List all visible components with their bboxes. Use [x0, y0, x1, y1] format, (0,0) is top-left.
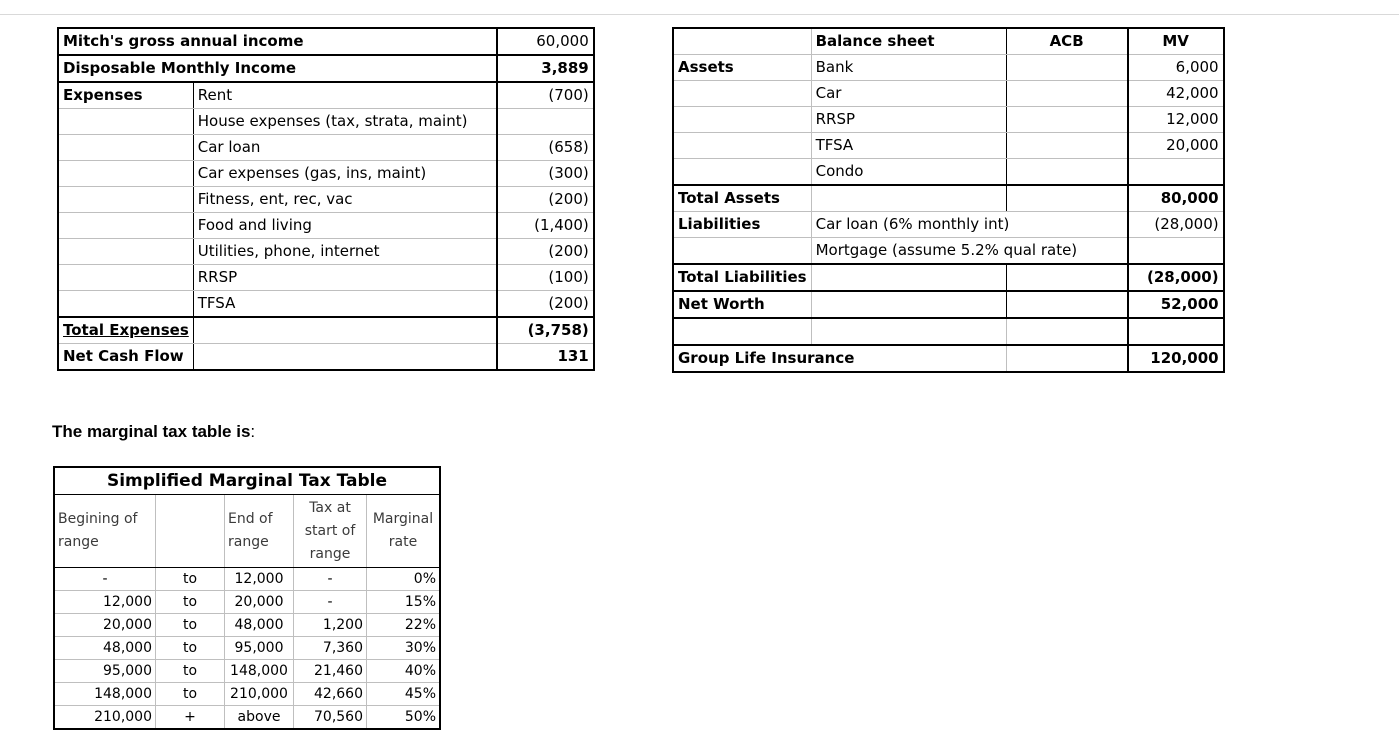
expense-value: (658) [497, 135, 594, 161]
bracket-begin: 95,000 [54, 660, 156, 683]
bracket-end: 20,000 [225, 591, 294, 614]
expense-label: Food and living [193, 213, 497, 239]
balance-sheet-header-row [673, 28, 1224, 55]
bracket-rate: 50% [367, 706, 441, 730]
tax-table-intro-colon: : [250, 422, 256, 441]
net-cash-flow-label: Net Cash Flow [58, 344, 193, 371]
liability-row [673, 238, 1224, 265]
marginal-rate-header: Marginal rate [367, 495, 441, 568]
expense-label: RRSP [193, 265, 497, 291]
expense-row [58, 213, 594, 239]
bracket-rate: 0% [367, 568, 441, 591]
disposable-income-row [58, 55, 594, 82]
expense-value: (200) [497, 239, 594, 265]
asset-value: 6,000 [1128, 55, 1224, 81]
bracket-begin: - [54, 568, 156, 591]
bracket-rate: 45% [367, 683, 441, 706]
expense-row [58, 187, 594, 213]
expense-row [58, 82, 594, 109]
total-expenses-row [58, 317, 594, 344]
bracket-begin: 48,000 [54, 637, 156, 660]
top-divider [0, 14, 1399, 15]
bracket-tax-at-start: - [294, 591, 367, 614]
expense-value: (200) [497, 291, 594, 318]
disposable-income-value: 3,889 [497, 55, 594, 82]
gross-income-row [58, 28, 594, 55]
tax-table-intro [52, 422, 255, 442]
bracket-separator: to [156, 683, 225, 706]
asset-value: 12,000 [1128, 107, 1224, 133]
expense-row [58, 135, 594, 161]
spacer-row [673, 318, 1224, 345]
expense-label: Car expenses (gas, ins, maint) [193, 161, 497, 187]
bracket-tax-at-start: 7,360 [294, 637, 367, 660]
bracket-end: 48,000 [225, 614, 294, 637]
expense-label: Fitness, ent, rec, vac [193, 187, 497, 213]
tax-table-title: Simplified Marginal Tax Table [54, 467, 440, 495]
net-cash-flow-value: 131 [497, 344, 594, 371]
gross-income-label: Mitch's gross annual income [58, 28, 497, 55]
tax-bracket-row [54, 706, 440, 730]
liability-value [1128, 238, 1224, 265]
asset-label: Car [811, 81, 1006, 107]
tax-bracket-row [54, 614, 440, 637]
bracket-end: 95,000 [225, 637, 294, 660]
total-assets-row [673, 185, 1224, 212]
bracket-rate: 15% [367, 591, 441, 614]
expense-value: (1,400) [497, 213, 594, 239]
assets-label: Assets [673, 55, 811, 81]
bracket-tax-at-start: 1,200 [294, 614, 367, 637]
asset-row [673, 107, 1224, 133]
bracket-rate: 22% [367, 614, 441, 637]
liabilities-label: Liabilities [673, 212, 811, 238]
tax-bracket-row [54, 591, 440, 614]
bracket-end: 148,000 [225, 660, 294, 683]
bracket-end: 210,000 [225, 683, 294, 706]
bracket-end: above [225, 706, 294, 730]
bracket-begin: 12,000 [54, 591, 156, 614]
tax-at-start-header: Tax at start of range [294, 495, 367, 568]
total-expenses-label: Total Expenses [58, 317, 193, 344]
expense-label: Car loan [193, 135, 497, 161]
expense-value: (100) [497, 265, 594, 291]
bracket-separator: to [156, 660, 225, 683]
tax-bracket-row [54, 660, 440, 683]
bracket-end: 12,000 [225, 568, 294, 591]
mv-header: MV [1128, 28, 1224, 55]
asset-label: RRSP [811, 107, 1006, 133]
bracket-tax-at-start: 42,660 [294, 683, 367, 706]
cash-flow-table [57, 27, 595, 371]
begin-range-header: Begining of range [54, 495, 156, 568]
expense-value [497, 109, 594, 135]
marginal-tax-table [53, 466, 441, 730]
expense-value: (700) [497, 82, 594, 109]
disposable-income-label: Disposable Monthly Income [58, 55, 497, 82]
bracket-separator: to [156, 591, 225, 614]
group-life-insurance-label: Group Life Insurance [673, 345, 1006, 372]
tax-table-intro-bold: The marginal tax table is [52, 422, 251, 441]
tax-bracket-row [54, 568, 440, 591]
bracket-separator: to [156, 614, 225, 637]
balance-sheet-table [672, 27, 1225, 373]
tax-table-header-row [54, 495, 440, 568]
expense-label: Utilities, phone, internet [193, 239, 497, 265]
asset-row [673, 133, 1224, 159]
bracket-separator: to [156, 637, 225, 660]
total-liabilities-value: (28,000) [1128, 264, 1224, 291]
balance-sheet-header: Balance sheet [811, 28, 1006, 55]
acb-header: ACB [1006, 28, 1128, 55]
expenses-label: Expenses [58, 82, 193, 109]
expense-row [58, 265, 594, 291]
bracket-separator: + [156, 706, 225, 730]
group-life-insurance-row [673, 345, 1224, 372]
liability-label: Car loan (6% monthly int) [811, 212, 1128, 238]
expense-label: TFSA [193, 291, 497, 318]
bracket-begin: 148,000 [54, 683, 156, 706]
asset-row [673, 55, 1224, 81]
bracket-tax-at-start: 21,460 [294, 660, 367, 683]
expense-value: (200) [497, 187, 594, 213]
liability-value: (28,000) [1128, 212, 1224, 238]
total-assets-value: 80,000 [1128, 185, 1224, 212]
total-liabilities-label: Total Liabilities [673, 264, 811, 291]
asset-label: TFSA [811, 133, 1006, 159]
net-worth-row [673, 291, 1224, 318]
expense-row [58, 109, 594, 135]
asset-label: Bank [811, 55, 1006, 81]
tax-bracket-row [54, 637, 440, 660]
net-worth-label: Net Worth [673, 291, 811, 318]
asset-row [673, 159, 1224, 186]
expense-label: Rent [193, 82, 497, 109]
net-worth-value: 52,000 [1128, 291, 1224, 318]
bracket-rate: 40% [367, 660, 441, 683]
bracket-separator: to [156, 568, 225, 591]
expense-row [58, 239, 594, 265]
asset-label: Condo [811, 159, 1006, 186]
asset-value: 42,000 [1128, 81, 1224, 107]
expense-row [58, 161, 594, 187]
total-liabilities-row [673, 264, 1224, 291]
net-cash-flow-row [58, 344, 594, 371]
asset-value [1128, 159, 1224, 186]
end-range-header: End of range [225, 495, 294, 568]
total-expenses-value: (3,758) [497, 317, 594, 344]
tax-bracket-row [54, 683, 440, 706]
liability-row [673, 212, 1224, 238]
group-life-insurance-value: 120,000 [1128, 345, 1224, 372]
expense-label: House expenses (tax, strata, maint) [193, 109, 497, 135]
total-assets-label: Total Assets [673, 185, 811, 212]
liability-label: Mortgage (assume 5.2% qual rate) [811, 238, 1128, 265]
bracket-begin: 210,000 [54, 706, 156, 730]
asset-value: 20,000 [1128, 133, 1224, 159]
tax-table-title-row [54, 467, 440, 495]
bracket-begin: 20,000 [54, 614, 156, 637]
bracket-tax-at-start: - [294, 568, 367, 591]
expense-row [58, 291, 594, 318]
bracket-tax-at-start: 70,560 [294, 706, 367, 730]
expense-value: (300) [497, 161, 594, 187]
gross-income-value: 60,000 [497, 28, 594, 55]
asset-row [673, 81, 1224, 107]
bracket-rate: 30% [367, 637, 441, 660]
